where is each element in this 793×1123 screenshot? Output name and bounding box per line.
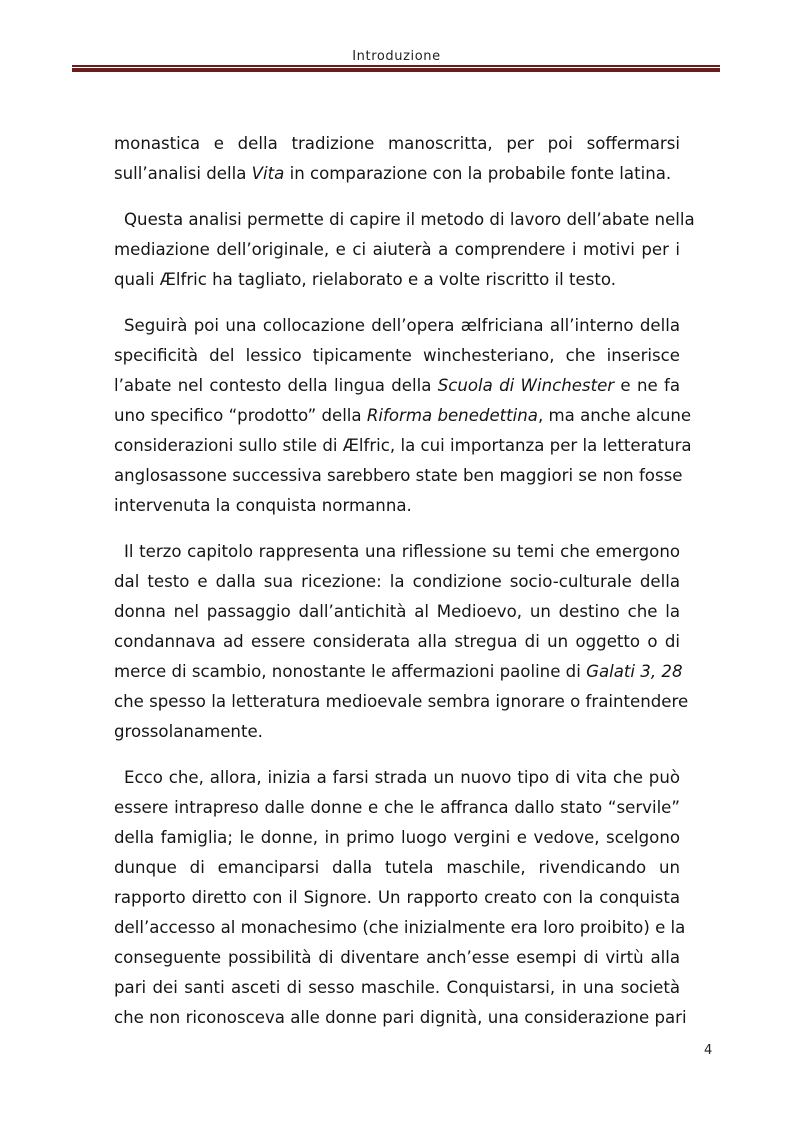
text-run: merce di scambio, nonostante le affermazioni paoline di	[114, 662, 587, 681]
text-line	[114, 311, 680, 341]
text-run: monastica e della tradizione manoscritta, per poi soffermarsi	[114, 134, 680, 153]
text-line	[114, 341, 680, 371]
text-run: Questa analisi permette di capire il metodo di lavoro dell’abate nella	[124, 210, 695, 229]
text-run: Seguirà poi una collocazione dell’opera ælfriciana all’interno della	[124, 316, 680, 335]
running-header: Introduzione	[352, 49, 441, 64]
text-line	[114, 265, 680, 295]
text-line	[114, 431, 692, 461]
text-line	[114, 491, 680, 521]
text-line	[114, 129, 680, 159]
text-line	[114, 853, 680, 883]
text-line	[114, 401, 692, 431]
text-line	[114, 597, 680, 627]
text-line	[114, 687, 689, 717]
text-run: che spesso la letteratura medioevale sembra ignorare o fraintendere	[114, 692, 689, 711]
text-run: sull’analisi della	[114, 164, 252, 183]
text-run: rapporto diretto con il Signore. Un rapporto creato con la conquista	[114, 888, 680, 907]
text-run: dell’accesso al monachesimo (che inizialmente era loro proibito) e la	[114, 918, 686, 937]
text-line	[114, 657, 683, 687]
page-number: 4	[704, 1043, 713, 1058]
text-run: grossolanamente.	[114, 722, 263, 741]
text-run: anglosassone successiva sarebbero state ben maggiori se non fosse	[114, 466, 683, 485]
text-run: dunque di emanciparsi dalla tutela maschile, rivendicando un	[114, 858, 680, 877]
text-run: mediazione dell’originale, e ci aiuterà a comprendere i motivi per i	[114, 240, 680, 259]
paragraph	[114, 129, 680, 189]
text-line	[114, 205, 695, 235]
text-line	[114, 627, 680, 657]
text-run: uno specifico “prodotto” della	[114, 406, 367, 425]
text-line	[114, 883, 680, 913]
text-line	[114, 371, 680, 401]
text-run: pari dei santi asceti di sesso maschile. Conquistarsi, in una società	[114, 978, 680, 997]
paragraph	[114, 311, 692, 521]
text-run: Il terzo capitolo rappresenta una riflessione su temi che emergono	[124, 542, 680, 561]
text-run: condannava ad essere considerata alla stregua di un oggetto o di	[114, 632, 680, 651]
text-run: quali Ælfric ha tagliato, rielaborato e a volte riscritto il testo.	[114, 270, 617, 289]
text-line	[114, 537, 680, 567]
italic-text-run: Vita	[251, 164, 285, 183]
text-run: specificità del lessico tipicamente winchesteriano, che inserisce	[114, 346, 680, 365]
header-rule-thin	[72, 65, 720, 67]
text-run: della famiglia; le donne, in primo luogo vergini e vedove, scelgono	[114, 828, 680, 847]
text-line	[114, 567, 680, 597]
text-line	[114, 913, 686, 943]
header-rule-thick	[72, 68, 720, 72]
paragraph	[114, 205, 695, 295]
text-run: che non riconosceva alle donne pari dignità, una considerazione pari	[114, 1008, 687, 1027]
text-line	[114, 159, 680, 189]
text-line	[114, 823, 680, 853]
text-run: intervenuta la conquista normanna.	[114, 496, 412, 515]
text-run: in comparazione con la probabile fonte latina.	[284, 164, 672, 183]
text-run: Ecco che, allora, inizia a farsi strada un nuovo tipo di vita che può	[124, 768, 680, 787]
text-run: , ma anche alcune	[537, 406, 692, 425]
text-run: conseguente possibilità di diventare anch’esse esempi di virtù alla	[114, 948, 680, 967]
paragraph	[114, 537, 689, 747]
italic-text-run: Scuola di Winchester	[437, 376, 615, 395]
text-line	[114, 717, 680, 747]
italic-text-run: Galati 3, 28	[586, 662, 683, 681]
text-run: dal testo e dalla sua ricezione: la condizione socio-culturale della	[114, 572, 680, 591]
text-line	[114, 973, 680, 1003]
text-line	[114, 235, 680, 265]
body-text	[114, 129, 695, 1049]
text-run: e ne fa	[614, 376, 680, 395]
text-line	[114, 1003, 687, 1033]
text-run: considerazioni sullo stile di Ælfric, la cui importanza per la letteratura	[114, 436, 692, 455]
text-line	[114, 943, 680, 973]
paragraph	[114, 763, 687, 1033]
text-run: essere intrapreso dalle donne e che le affranca dallo stato “servile”	[114, 798, 680, 817]
text-run: donna nel passaggio dall’antichità al Medioevo, un destino che la	[114, 602, 680, 621]
text-line	[114, 793, 680, 823]
text-line	[114, 763, 680, 793]
text-run: l’abate nel contesto della lingua della	[114, 376, 438, 395]
text-line	[114, 461, 683, 491]
italic-text-run: Riforma benedettina	[366, 406, 538, 425]
